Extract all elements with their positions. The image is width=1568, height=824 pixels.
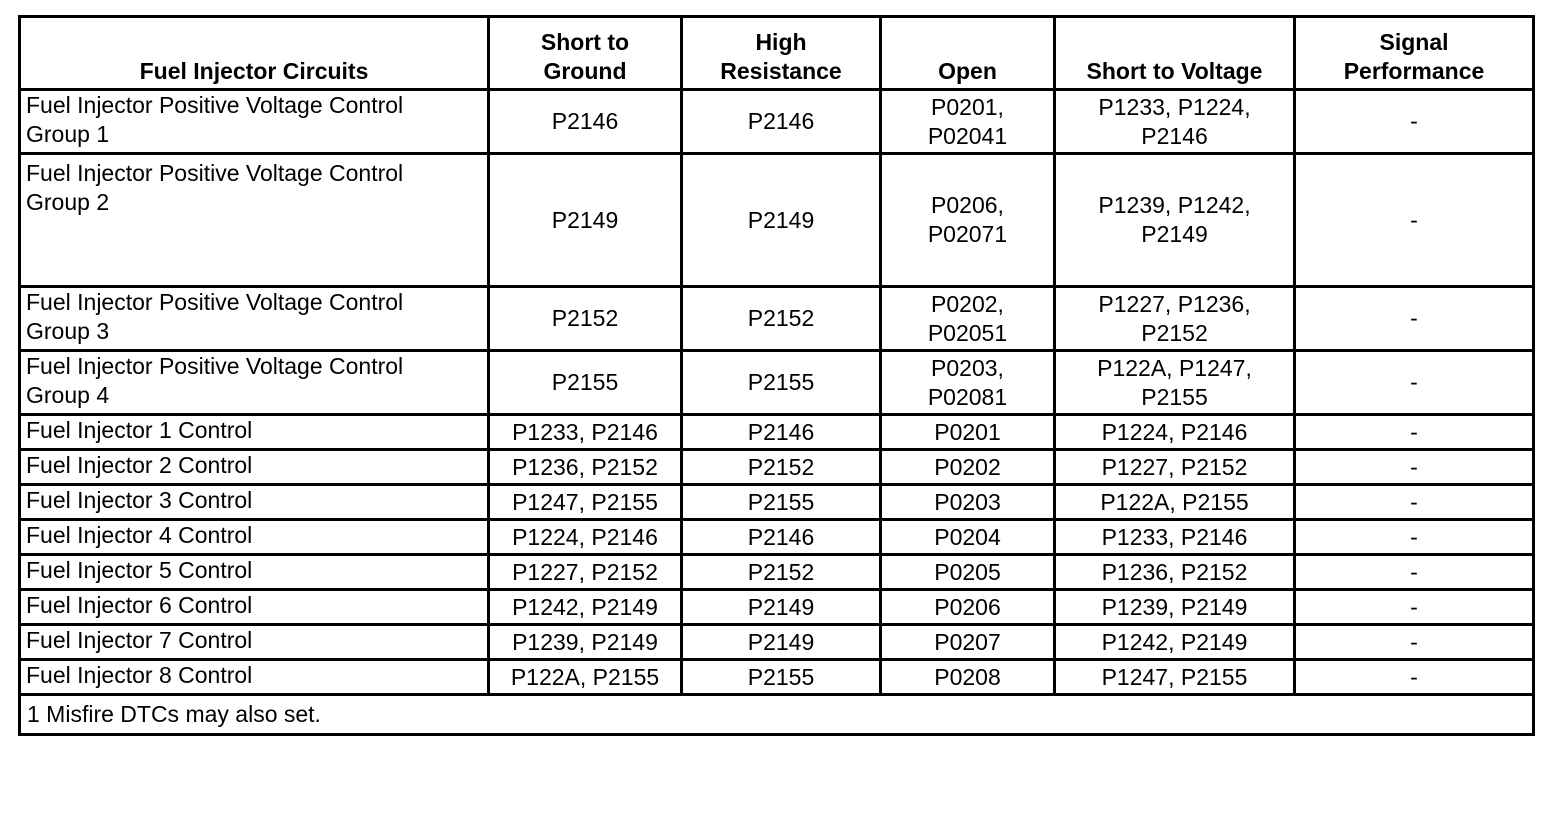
header-open: Open	[881, 17, 1055, 90]
cell-open: P0201, P02041	[881, 90, 1055, 154]
footnote-row	[20, 695, 1534, 735]
cell-signal-performance: -	[1295, 555, 1534, 590]
cell-open: P0206, P02071	[881, 154, 1055, 287]
cell-short-to-voltage: P1227, P1236, P2152	[1055, 287, 1295, 351]
cell-high-resistance: P2155	[682, 351, 881, 415]
cell-high-resistance: P2152	[682, 450, 881, 485]
table-row	[20, 555, 1534, 590]
cell-open: P0201	[881, 415, 1055, 450]
cell-open: P0203, P02081	[881, 351, 1055, 415]
cell-short-to-ground: P1227, P2152	[489, 555, 682, 590]
cell-open: P0207	[881, 625, 1055, 660]
cell-signal-performance: -	[1295, 660, 1534, 695]
cell-short-to-ground: P122A, P2155	[489, 660, 682, 695]
cell-short-to-ground: P1239, P2149	[489, 625, 682, 660]
cell-high-resistance: P2155	[682, 660, 881, 695]
cell-short-to-ground: P2146	[489, 90, 682, 154]
header-row	[20, 17, 1534, 90]
cell-short-to-ground: P1233, P2146	[489, 415, 682, 450]
cell-high-resistance: P2155	[682, 485, 881, 520]
cell-signal-performance: -	[1295, 287, 1534, 351]
footnote: 1 Misfire DTCs may also set.	[20, 695, 1534, 735]
cell-circuit: Fuel Injector 6 Control	[20, 590, 489, 625]
cell-high-resistance: P2149	[682, 625, 881, 660]
header-short-to-ground: Short to Ground	[489, 17, 682, 90]
cell-short-to-ground: P1242, P2149	[489, 590, 682, 625]
cell-signal-performance: -	[1295, 154, 1534, 287]
cell-open: P0206	[881, 590, 1055, 625]
cell-short-to-voltage: P1224, P2146	[1055, 415, 1295, 450]
table-row	[20, 450, 1534, 485]
cell-high-resistance: P2146	[682, 415, 881, 450]
cell-circuit: Fuel Injector 4 Control	[20, 520, 489, 555]
cell-open: P0205	[881, 555, 1055, 590]
cell-high-resistance: P2152	[682, 555, 881, 590]
cell-signal-performance: -	[1295, 485, 1534, 520]
cell-short-to-voltage: P1239, P1242, P2149	[1055, 154, 1295, 287]
cell-short-to-ground: P2155	[489, 351, 682, 415]
cell-short-to-ground: P1247, P2155	[489, 485, 682, 520]
cell-short-to-voltage: P122A, P2155	[1055, 485, 1295, 520]
cell-circuit: Fuel Injector Positive Voltage Control Group 3	[20, 287, 489, 351]
cell-circuit: Fuel Injector 8 Control	[20, 660, 489, 695]
cell-circuit: Fuel Injector Positive Voltage Control Group 1	[20, 90, 489, 154]
cell-circuit: Fuel Injector Positive Voltage Control Group 2	[20, 154, 489, 287]
cell-high-resistance: P2152	[682, 287, 881, 351]
cell-short-to-voltage: P1239, P2149	[1055, 590, 1295, 625]
header-high-resistance: High Resistance	[682, 17, 881, 90]
cell-open: P0204	[881, 520, 1055, 555]
table-row	[20, 485, 1534, 520]
cell-high-resistance: P2146	[682, 90, 881, 154]
cell-open: P0208	[881, 660, 1055, 695]
cell-short-to-voltage: P1233, P1224, P2146	[1055, 90, 1295, 154]
cell-circuit: Fuel Injector 7 Control	[20, 625, 489, 660]
cell-short-to-ground: P1224, P2146	[489, 520, 682, 555]
cell-short-to-ground: P2152	[489, 287, 682, 351]
cell-signal-performance: -	[1295, 625, 1534, 660]
cell-signal-performance: -	[1295, 520, 1534, 555]
cell-circuit: Fuel Injector 5 Control	[20, 555, 489, 590]
cell-short-to-voltage: P1236, P2152	[1055, 555, 1295, 590]
cell-circuit: Fuel Injector Positive Voltage Control Group 4	[20, 351, 489, 415]
cell-high-resistance: P2149	[682, 590, 881, 625]
cell-high-resistance: P2149	[682, 154, 881, 287]
table-row	[20, 287, 1534, 351]
cell-short-to-voltage: P1247, P2155	[1055, 660, 1295, 695]
cell-short-to-ground: P2149	[489, 154, 682, 287]
cell-open: P0203	[881, 485, 1055, 520]
header-fuel-injector-circuits: Fuel Injector Circuits	[20, 17, 489, 90]
cell-short-to-voltage: P1227, P2152	[1055, 450, 1295, 485]
cell-signal-performance: -	[1295, 590, 1534, 625]
cell-circuit: Fuel Injector 3 Control	[20, 485, 489, 520]
table-row	[20, 415, 1534, 450]
cell-circuit: Fuel Injector 1 Control	[20, 415, 489, 450]
header-signal-performance: Signal Performance	[1295, 17, 1534, 90]
table-row	[20, 660, 1534, 695]
cell-high-resistance: P2146	[682, 520, 881, 555]
cell-signal-performance: -	[1295, 90, 1534, 154]
dtc-table	[18, 15, 1535, 736]
table-row	[20, 90, 1534, 154]
cell-short-to-voltage: P1242, P2149	[1055, 625, 1295, 660]
cell-short-to-ground: P1236, P2152	[489, 450, 682, 485]
cell-signal-performance: -	[1295, 351, 1534, 415]
cell-short-to-voltage: P122A, P1247, P2155	[1055, 351, 1295, 415]
cell-signal-performance: -	[1295, 450, 1534, 485]
table-row	[20, 590, 1534, 625]
header-short-to-voltage: Short to Voltage	[1055, 17, 1295, 90]
cell-circuit: Fuel Injector 2 Control	[20, 450, 489, 485]
cell-short-to-voltage: P1233, P2146	[1055, 520, 1295, 555]
table-row	[20, 625, 1534, 660]
cell-open: P0202	[881, 450, 1055, 485]
cell-signal-performance: -	[1295, 415, 1534, 450]
cell-open: P0202, P02051	[881, 287, 1055, 351]
table-row	[20, 520, 1534, 555]
table-row	[20, 351, 1534, 415]
table-row	[20, 154, 1534, 287]
